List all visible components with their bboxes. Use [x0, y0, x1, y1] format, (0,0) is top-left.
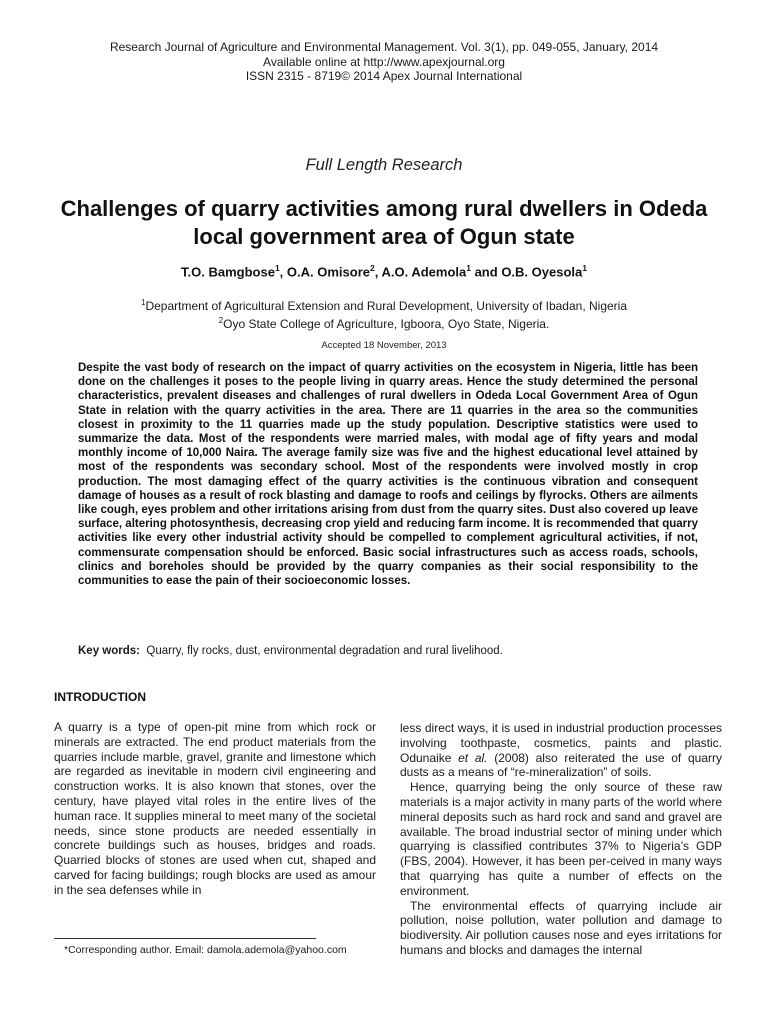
body-column-left [54, 720, 376, 898]
citation-et-al: et al. [458, 750, 488, 765]
affiliation-line [0, 296, 768, 314]
body-paragraph: A quarry is a type of open-pit mine from which rock or minerals are extracted. The end product materials from the quarries include marble, gravel, granite and limestone which are regarded as inevitable in modern civil engineering and construction works. It is also known that stones, over the century, have played vital roles in the entire lives of the human race. It supplies mineral to meet many of the societal needs, since stone products are needed essentially in concrete buildings such as houses, bridges and roads. Quarried blocks of stones are used when cut, shaped and carved for facing buildings; rough blocks are used as amour in the sea defenses while in [54, 720, 376, 897]
body-paragraph: Hence, quarrying being the only source of these raw materials is a major activity in many parts of the world where mineral deposits such as hard rock and sand and gravel are available. The broad industrial sector of mining under which quarrying is classified contributes 37% to Nigeria’s GDP (FBS, 2004). However, it has been per-ceived in many ways that quarrying has quite a number of effects on the environment. [400, 780, 722, 898]
footnote-divider [54, 938, 316, 939]
affiliation-line [0, 314, 768, 332]
section-heading-introduction: INTRODUCTION [54, 690, 146, 704]
affiliation-mark: 1 [140, 298, 146, 307]
author-list [0, 263, 768, 279]
author-affiliation-mark: 1 [274, 263, 280, 273]
body-text: (2008) also reiterated the use of quarry dusts as a means of “re-mineralization” of soils. [400, 750, 722, 780]
journal-citation: Research Journal of Agriculture and Environmental Management. Vol. 3(1), pp. 049-055, January, 2014 [109, 40, 659, 54]
author-affiliation-mark: 1 [582, 263, 587, 273]
keywords-label: Key words: [78, 645, 140, 657]
affiliation-text: Oyo State College of Agriculture, Igboora, Oyo State, Nigeria. [223, 316, 550, 331]
body-paragraph [400, 721, 722, 780]
author-name: O.B. Oyesola [501, 264, 583, 280]
author-name: A.O. Ademola [381, 264, 467, 280]
body-text: less direct ways, it is used in industrial production processes involving toothpaste, cosmetics, paints and plastic. Odunaike [400, 721, 722, 765]
author-affiliation-mark: 2 [369, 263, 375, 273]
journal-url[interactable]: Available online at http://www.apexjournal.org [263, 54, 505, 69]
affiliations [0, 296, 768, 331]
body-column-right [400, 721, 722, 958]
accepted-date: Accepted 18 November, 2013 [321, 340, 447, 351]
affiliation-text: Department of Agricultural Extension and Rural Development, University of Ibadan, Nigeria [145, 299, 628, 313]
author-name: T.O. Bamgbose [181, 264, 275, 280]
author-separator: , [279, 264, 287, 280]
affiliation-mark: 2 [218, 315, 224, 325]
journal-header [0, 40, 768, 84]
abstract: Despite the vast body of research on the impact of quarry activities on the ecosystem in Nigeria, little has been done on the challenges it poses to the people living in quarry areas. Hence the study determined the personal characteristics, prevalent diseases and challenges of rural dwellers in Odeda Local Government Area of Ogun State in relation with the quarry activities in the area. There are 11 quarries in the area so the communities closest in proximity to the 11 quarries made up the study population. Descriptive statistics were used to summarize the data. Most of the respondents were married males, with modal age of fifty years and modal monthly income of 10,000 Naira. The average family size was five and the highest educational level attained by most of the respondents was secondary school. Most of the respondents were involved mostly in crop production. The most damaging effect of the quarry activities is the continuous vibration and consequent damage of houses as a result of rock blasting and damage to roofs and ceilings by flyrocks. Others are ailments like cough, eyes problem and other irritations arising from dust from the quarry sites. Dust also covered up leave surface, altering photosynthesis, decreasing crop yield and reducing farm income. It is recommended that quarry activities like every other industrial activity should be compelled to complement agricultural activities, if not, commensurate compensation should be enforced. Basic social infrastructures such as access roads, schools, clinics and boreholes should be provided by the quarry companies as their social responsibility to the communities to ease the pain of their socioeconomic losses. [78, 362, 698, 588]
author-affiliation-mark: 1 [466, 263, 471, 273]
corresponding-author-footnote: *Corresponding author. Email: damola.ademola@yahoo.com [64, 944, 347, 956]
keywords-text: Quarry, fly rocks, dust, environmental degradation and rural livelihood. [146, 645, 503, 657]
article-title: Challenges of quarry activities among rural dwellers in Odeda local government area of Ogun state [60, 196, 708, 249]
author-separator: and [470, 264, 502, 280]
author-name: O.A. Omisore [286, 264, 370, 280]
article-type: Full Length Research [305, 156, 463, 174]
body-paragraph: The environmental effects of quarrying include air pollution, noise pollution, water pollution and damage to biodiversity. Air pollution causes nose and eyes irritations for humans and blocks and damages the internal [400, 898, 722, 957]
journal-issn: ISSN 2315 - 8719© 2014 Apex Journal International [245, 69, 523, 83]
author-separator: , [374, 264, 382, 280]
keywords [78, 645, 698, 657]
